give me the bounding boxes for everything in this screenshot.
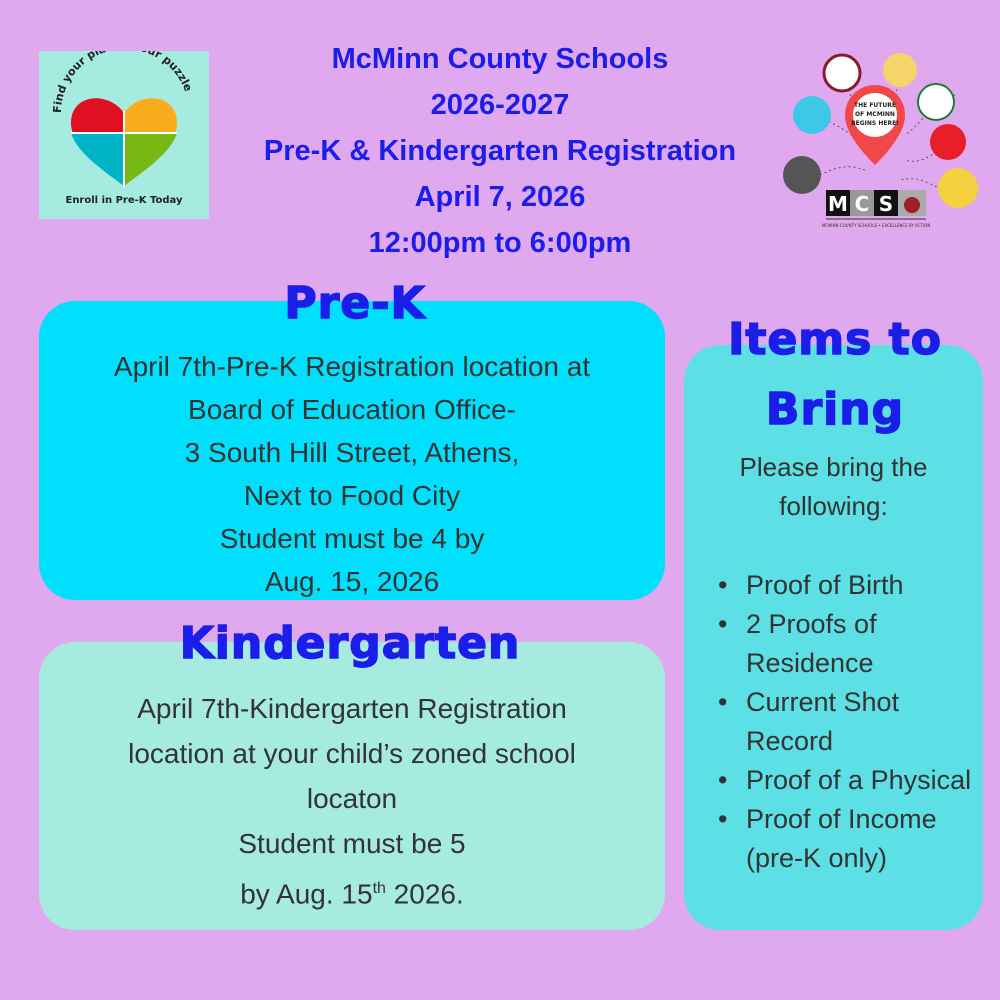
prek-line: Aug. 15, 2026 <box>264 566 440 597</box>
event-date: April 7, 2026 <box>414 181 586 213</box>
items-list <box>716 566 978 878</box>
prek-details <box>39 345 665 603</box>
list-item: • Current Shot Record <box>716 683 978 761</box>
kindergarten-line <box>39 866 665 916</box>
kindergarten-details <box>39 686 665 916</box>
list-item: • Proof of Income (pre-K only) <box>716 800 978 878</box>
ordinal-suffix: th <box>372 880 386 897</box>
prek-line: Next to Food City <box>243 480 461 511</box>
list-item: • 2 Proofs of Residence <box>716 605 978 683</box>
prek-line: 3 South Hill Street, Athens, <box>184 437 520 468</box>
prek-heading: Pre-K <box>284 278 426 329</box>
list-item: • Proof of a Physical <box>716 761 978 800</box>
mcs-logo <box>780 45 990 235</box>
kindergarten-line: locaton <box>306 783 398 814</box>
items-intro-line: following: <box>779 491 888 521</box>
kindergarten-line: location at your child’s zoned school <box>128 738 576 769</box>
svg-text:C: C <box>854 192 870 216</box>
svg-text:M: M <box>828 192 848 216</box>
items-intro-line: Please bring the <box>739 452 928 482</box>
svg-text:Enroll in Pre-K Today: Enroll in Pre-K Today <box>65 195 183 206</box>
kindergarten-line: April 7th-Kindergarten Registration <box>137 693 567 724</box>
event-title: Pre-K & Kindergarten Registration <box>263 135 737 167</box>
list-item: • Proof of Birth <box>716 566 978 605</box>
prek-line: Student must be 4 by <box>219 523 485 554</box>
district-name: McMinn County Schools <box>331 43 669 75</box>
school-year: 2026-2027 <box>430 89 570 121</box>
items-heading-line: Items to <box>728 314 942 365</box>
age-year: 2026. <box>385 878 464 910</box>
svg-text:S: S <box>878 192 894 216</box>
svg-text:MCMINN COUNTY SCHOOLS • EXCELL: MCMINN COUNTY SCHOOLS • EXCELLENCE BY ACTION <box>821 223 931 228</box>
svg-text:BEGINS HERE!: BEGINS HERE! <box>851 120 899 127</box>
items-heading <box>690 305 980 445</box>
svg-text:Find your place in our puzzle: Find your pl ur puzzle <box>50 51 195 114</box>
age-date: by Aug. 15 <box>240 878 373 910</box>
event-time: 12:00pm to 6:00pm <box>368 227 632 259</box>
puzzle-heart-logo <box>39 51 209 219</box>
header <box>205 36 795 266</box>
prek-line: April 7th-Pre-K Registration location at <box>113 351 591 382</box>
svg-text:OF MCMINN: OF MCMINN <box>855 111 895 118</box>
kindergarten-heading: Kindergarten <box>179 618 521 669</box>
kindergarten-line: Student must be 5 <box>238 828 466 859</box>
prek-line: Board of Education Office- <box>188 394 516 425</box>
items-heading-line: Bring <box>765 384 905 435</box>
items-intro <box>684 448 983 526</box>
svg-text:THE FUTURE: THE FUTURE <box>854 102 896 109</box>
